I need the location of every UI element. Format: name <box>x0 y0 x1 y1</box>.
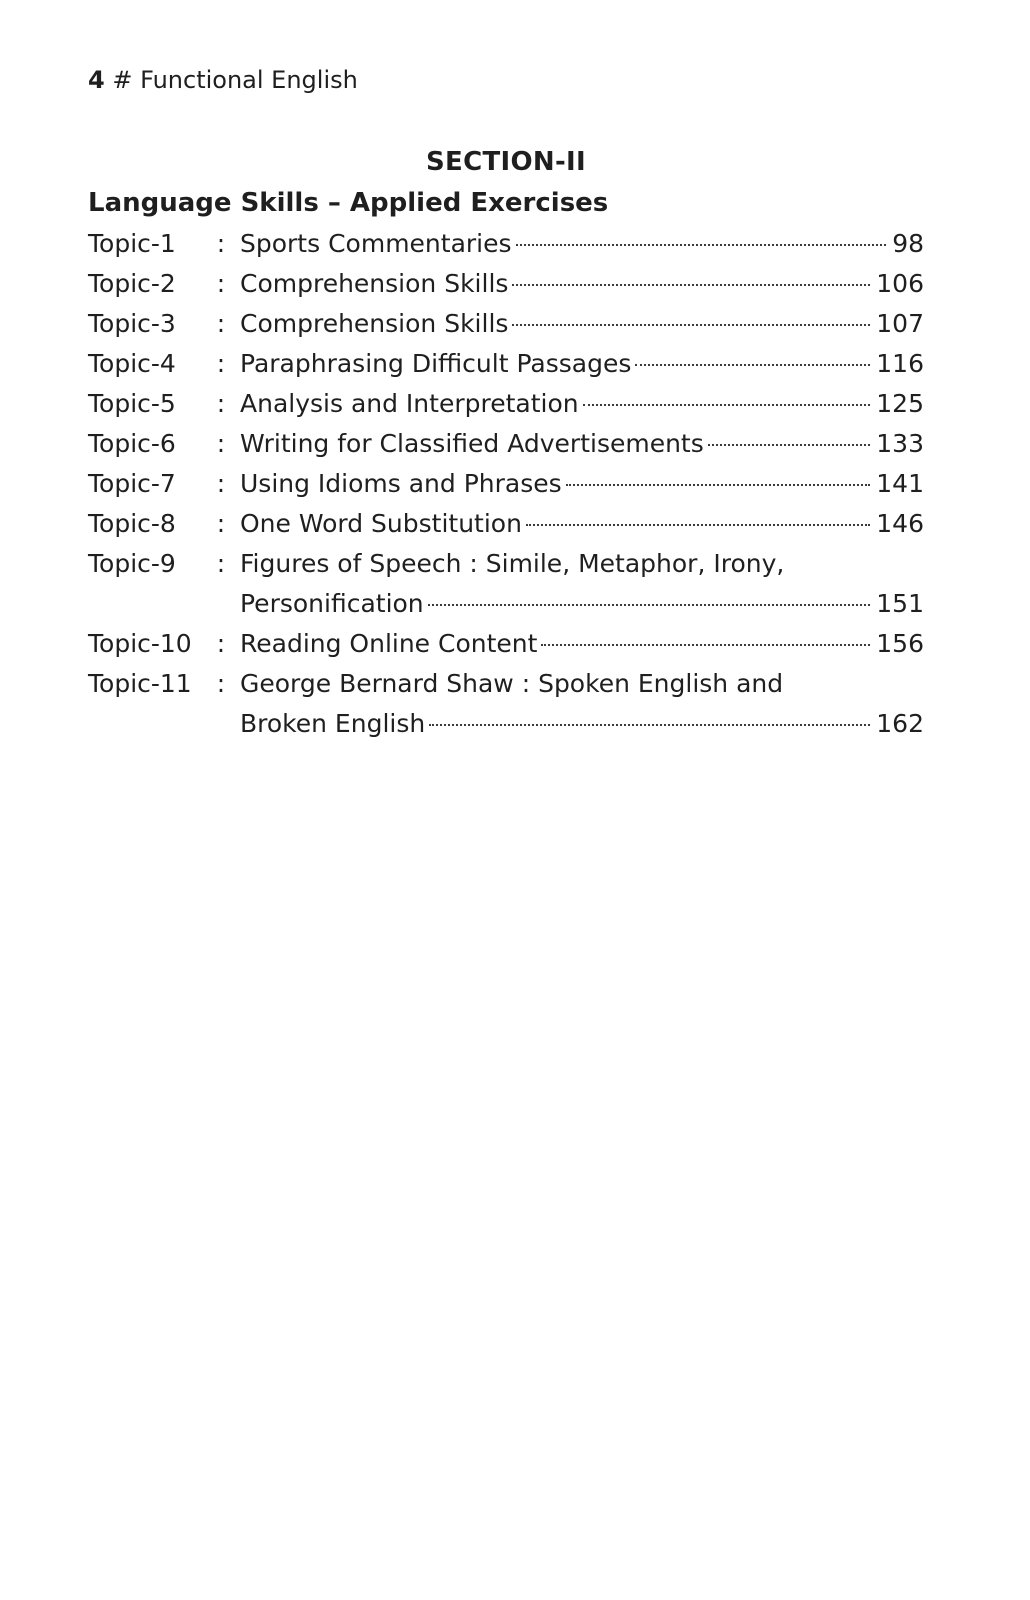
toc-topic-title-line1: George Bernard Shaw : Spoken English and <box>240 669 784 698</box>
toc-dot-leader <box>516 244 887 246</box>
toc-entry[interactable] <box>88 464 924 504</box>
toc-dot-leader <box>566 484 871 486</box>
toc-page-number: 116 <box>876 349 924 378</box>
toc-entry[interactable] <box>88 304 924 344</box>
toc-topic-title: Sports Commentaries <box>240 229 512 258</box>
toc-dot-leader <box>583 404 871 406</box>
toc-topic-title: Comprehension Skills <box>240 269 509 298</box>
toc-page-number: 156 <box>876 629 924 658</box>
toc-page-number: 141 <box>876 469 924 498</box>
toc-entry[interactable] <box>88 504 924 544</box>
toc-colon: : <box>216 549 226 578</box>
toc-colon: : <box>216 469 226 498</box>
section-subtitle: Language Skills – Applied Exercises <box>88 188 609 218</box>
toc-page-number: 133 <box>876 429 924 458</box>
toc-dot-leader <box>708 444 871 446</box>
page-number: 4 <box>88 66 105 94</box>
toc-topic-label: Topic-3 <box>88 309 176 338</box>
toc-topic-label: Topic-5 <box>88 389 176 418</box>
toc-page-number: 162 <box>876 709 924 738</box>
toc-colon: : <box>216 269 226 298</box>
toc-topic-title: Analysis and Interpretation <box>240 389 579 418</box>
toc-topic-label: Topic-7 <box>88 469 176 498</box>
toc-entry[interactable] <box>88 544 924 624</box>
toc-topic-label: Topic-4 <box>88 349 176 378</box>
toc-dot-leader <box>429 724 870 726</box>
section-title: SECTION-II <box>426 147 586 177</box>
toc-colon: : <box>216 229 226 258</box>
toc-topic-title-line1: Figures of Speech : Simile, Metaphor, Irony, <box>240 549 785 578</box>
toc-page-number: 146 <box>876 509 924 538</box>
toc-topic-title: Broken English <box>240 709 426 738</box>
running-title: # Functional English <box>112 66 358 94</box>
toc-colon: : <box>216 629 226 658</box>
toc-topic-label: Topic-9 <box>88 549 176 578</box>
toc-entry[interactable] <box>88 264 924 304</box>
toc-page-number: 106 <box>876 269 924 298</box>
toc-topic-label: Topic-10 <box>88 629 192 658</box>
toc-entry[interactable] <box>88 424 924 464</box>
toc-colon: : <box>216 349 226 378</box>
toc-topic-label: Topic-11 <box>88 669 192 698</box>
toc-colon: : <box>216 389 226 418</box>
toc-dot-leader <box>428 604 871 606</box>
toc-topic-title: Paraphrasing Difficult Passages <box>240 349 632 378</box>
toc-topic-label: Topic-6 <box>88 429 176 458</box>
toc-entry[interactable] <box>88 384 924 424</box>
toc-colon: : <box>216 509 226 538</box>
running-header <box>88 64 358 96</box>
toc-colon: : <box>216 429 226 458</box>
toc-entry[interactable] <box>88 664 924 744</box>
toc-topic-title: Using Idioms and Phrases <box>240 469 562 498</box>
toc-entry[interactable] <box>88 224 924 264</box>
toc-topic-title: Reading Online Content <box>240 629 538 658</box>
toc-topic-label: Topic-1 <box>88 229 176 258</box>
toc-colon: : <box>216 309 226 338</box>
toc-colon: : <box>216 669 226 698</box>
toc-dot-leader <box>512 324 870 326</box>
toc-dot-leader <box>635 364 870 366</box>
toc-dot-leader <box>526 524 870 526</box>
toc-topic-title: Comprehension Skills <box>240 309 509 338</box>
toc-dot-leader <box>541 644 870 646</box>
toc-topic-title: Writing for Classified Advertisements <box>240 429 704 458</box>
toc-topic-label: Topic-8 <box>88 509 176 538</box>
toc-page-number: 98 <box>892 229 924 258</box>
toc-page-number: 125 <box>876 389 924 418</box>
toc-topic-label: Topic-2 <box>88 269 176 298</box>
toc-dot-leader <box>512 284 870 286</box>
toc-topic-title: One Word Substitution <box>240 509 522 538</box>
table-of-contents <box>88 224 924 744</box>
toc-topic-title: Personification <box>240 589 424 618</box>
toc-page-number: 151 <box>876 589 924 618</box>
toc-entry[interactable] <box>88 344 924 384</box>
toc-page-number: 107 <box>876 309 924 338</box>
toc-entry[interactable] <box>88 624 924 664</box>
